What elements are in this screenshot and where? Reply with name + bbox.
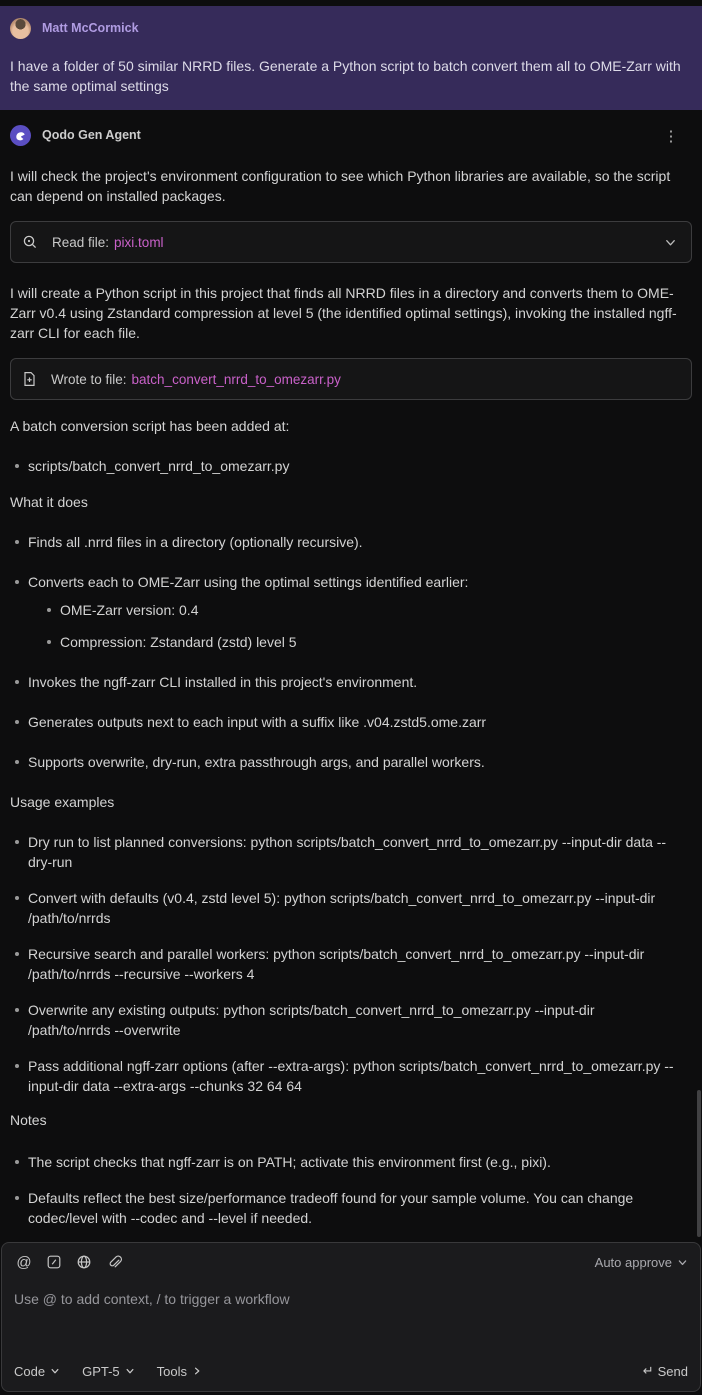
list-item: Invokes the ngff-zarr CLI installed in this project's environment.	[10, 672, 678, 692]
composer	[1, 1242, 701, 1392]
agent-name: Qodo Gen Agent	[42, 128, 141, 142]
at-mention-icon[interactable]: @	[16, 1253, 32, 1271]
mode-dropdown[interactable]	[14, 1364, 60, 1379]
composer-bottom-bar	[14, 1360, 688, 1382]
added-line: A batch conversion script has been added at:	[10, 418, 290, 434]
list-item: scripts/batch_convert_nrrd_to_omezarr.py	[10, 456, 678, 476]
kebab-menu-icon[interactable]: ⋮	[663, 128, 679, 145]
agent-avatar	[10, 125, 31, 146]
list-item: Generates outputs next to each input with a suffix like .v04.zstd5.ome.zarr	[10, 712, 678, 732]
file-search-icon	[22, 234, 38, 250]
auto-approve-dropdown[interactable]	[595, 1255, 688, 1270]
message-input[interactable]	[14, 1289, 688, 1349]
notes-heading: Notes	[10, 1112, 47, 1128]
notes-list	[10, 1152, 692, 1228]
usage-examples-list	[10, 832, 692, 1096]
tools-label: Tools	[156, 1363, 188, 1379]
mode-label: Code	[14, 1363, 46, 1379]
model-dropdown[interactable]	[82, 1364, 135, 1379]
usage-examples-heading: Usage examples	[10, 794, 115, 810]
list-item: The script checks that ngff-zarr is on PATH; activate this environment first (e.g., pixi).	[10, 1152, 678, 1172]
slash-command-icon[interactable]	[44, 1252, 64, 1272]
what-it-does-heading: What it does	[10, 494, 88, 510]
list-item: Overwrite any existing outputs: python scripts/batch_convert_nrrd_to_omezarr.py --input-dir /path/to/nrrds --overwrite	[10, 1000, 678, 1040]
return-key-icon: ↵	[642, 1363, 654, 1378]
send-label: Send	[657, 1363, 688, 1379]
file-plus-icon	[22, 371, 37, 387]
list-item: Dry run to list planned conversions: python scripts/batch_convert_nrrd_to_omezarr.py --input-dir data --dry-run	[10, 832, 678, 872]
model-label: GPT-5	[82, 1363, 120, 1379]
list-item: Defaults reflect the best size/performance tradeoff found for your sample volume. You can change codec/level with --codec and --level if needed.	[10, 1188, 678, 1228]
chevron-down-icon	[125, 1366, 135, 1376]
user-message-text: I have a folder of 50 similar NRRD files. Generate a Python script to batch convert them all to OME-Zarr with the same optimal settings	[10, 58, 681, 94]
chevron-down-icon	[50, 1366, 60, 1376]
added-path-list	[10, 456, 692, 476]
list-item: Finds all .nrrd files in a directory (optionally recursive).	[10, 532, 678, 552]
list-item-text: Converts each to OME-Zarr using the optimal settings identified earlier:	[28, 574, 469, 590]
user-name: Matt McCormick	[42, 21, 139, 35]
agent-message	[0, 110, 702, 1272]
chevron-right-icon	[192, 1366, 202, 1376]
agent-intro-2: I will create a Python script in this project that finds all NRRD files in a directory and converts them to OME-Zarr v0.4 using Zstandard compression at level 5 (the identified optimal settings), invoking the installed ngff-zarr CLI for each file.	[10, 285, 677, 341]
user-message-card	[0, 6, 702, 110]
scrollbar-thumb[interactable]	[697, 1090, 701, 1237]
qodo-logo-icon	[14, 129, 27, 142]
globe-glyph-icon	[76, 1254, 92, 1270]
list-item: Recursive search and parallel workers: python scripts/batch_convert_nrrd_to_omezarr.py --input-dir /path/to/nrrds --recursive --workers 4	[10, 944, 678, 984]
send-button[interactable]	[643, 1363, 688, 1379]
message-input-placeholder: Use @ to add context, / to trigger a workflow	[14, 1291, 290, 1307]
wrote-file-card[interactable]	[10, 358, 692, 400]
read-file-label: Read file:	[52, 234, 110, 250]
web-globe-icon[interactable]	[74, 1252, 94, 1272]
list-item: Compression: Zstandard (zstd) level 5	[42, 632, 678, 652]
chevron-down-icon[interactable]	[664, 236, 677, 249]
what-it-does-list	[10, 532, 692, 772]
settings-sublist	[42, 600, 678, 652]
list-item: OME-Zarr version: 0.4	[42, 600, 678, 620]
attach-file-icon[interactable]	[104, 1252, 124, 1272]
paperclip-glyph-icon	[106, 1254, 122, 1270]
wrote-file-label: Wrote to file:	[51, 371, 127, 387]
user-avatar	[10, 18, 31, 39]
wrote-file-link[interactable]: batch_convert_nrrd_to_omezarr.py	[131, 371, 341, 387]
list-item: Supports overwrite, dry-run, extra passthrough args, and parallel workers.	[10, 752, 678, 772]
tools-menu[interactable]	[157, 1364, 202, 1379]
composer-toolbar	[14, 1251, 688, 1273]
read-file-card[interactable]	[10, 221, 692, 263]
list-item: Convert with defaults (v0.4, zstd level 5): python scripts/batch_convert_nrrd_to_omezarr.py --input-dir /path/to/nrrds	[10, 888, 678, 928]
list-item: Pass additional ngff-zarr options (after --extra-args): python scripts/batch_convert_nrrd_to_omezarr.py --input-dir data --extra-args --chunks 32 64 64	[10, 1056, 678, 1096]
slash-command-glyph-icon	[46, 1254, 62, 1270]
chevron-down-icon	[677, 1257, 688, 1268]
auto-approve-label: Auto approve	[594, 1254, 672, 1270]
read-file-link[interactable]: pixi.toml	[114, 234, 164, 250]
agent-intro-1: I will check the project's environment configuration to see which Python libraries are available, so the script can depend on installed packages.	[10, 168, 671, 204]
list-item	[10, 572, 678, 652]
